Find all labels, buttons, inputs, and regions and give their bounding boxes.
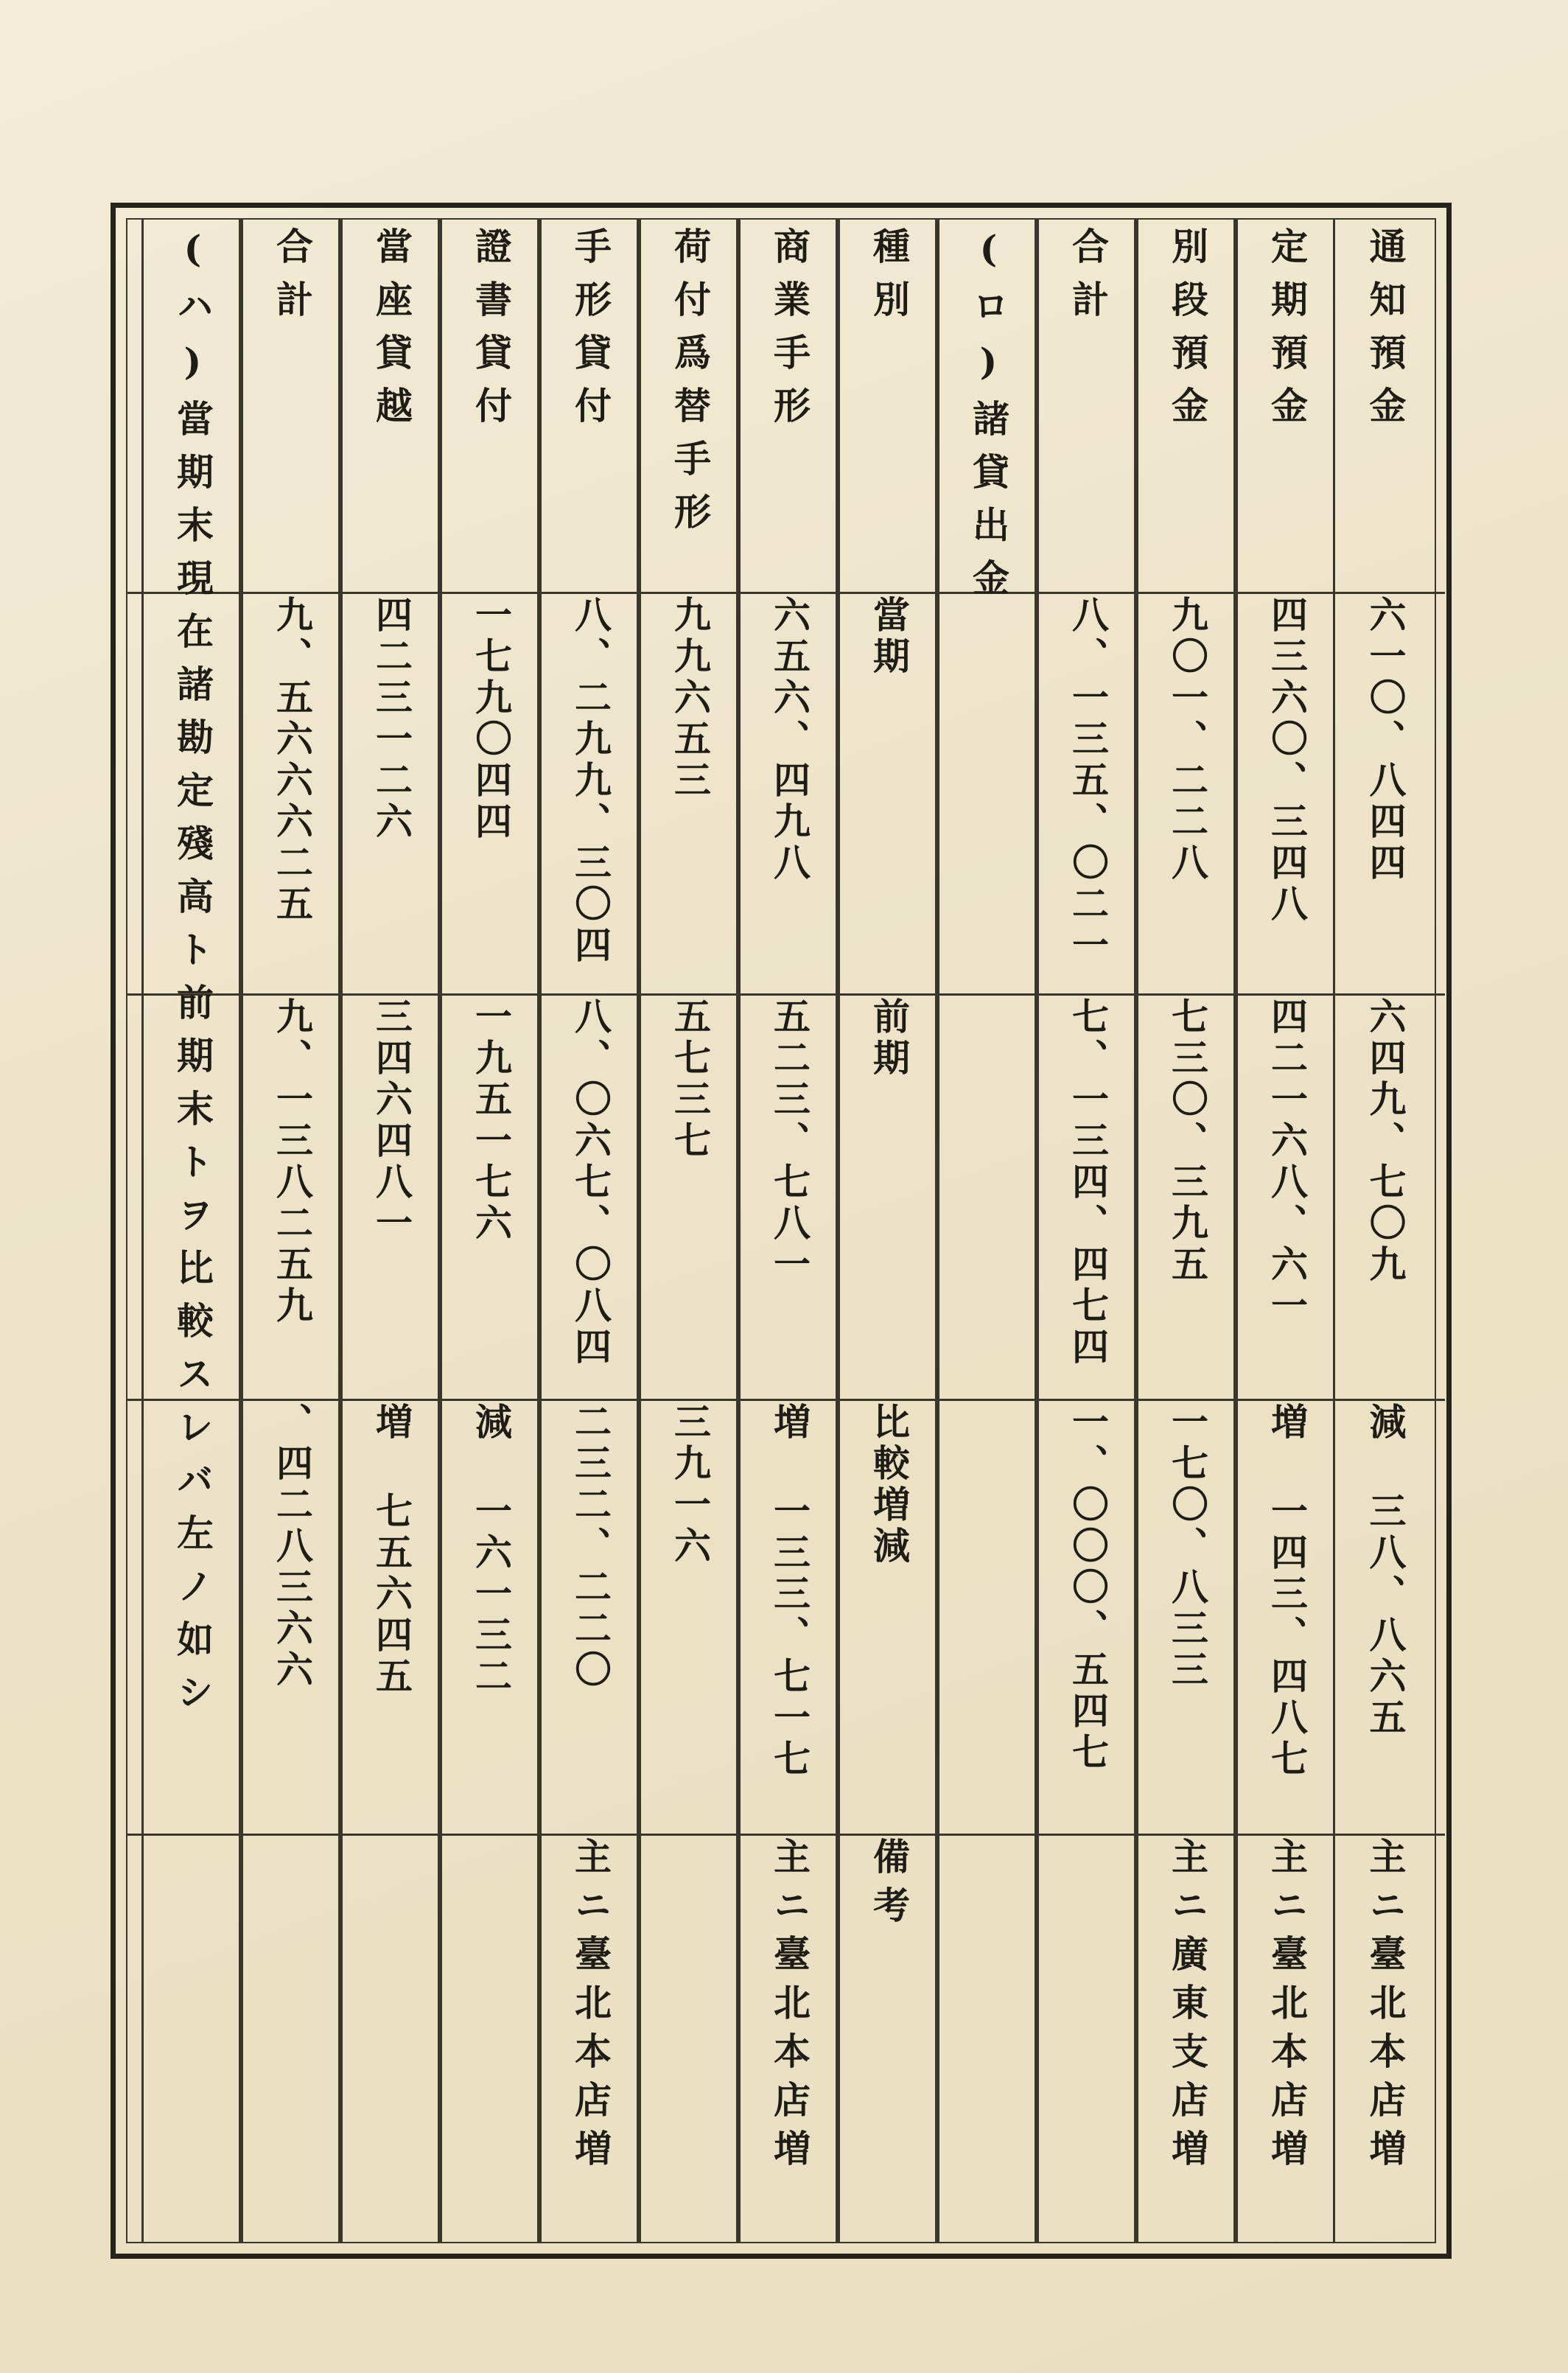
current-text: 四二三一二六 (370, 595, 413, 843)
head-text: (ロ)諸貸出金 (967, 227, 1010, 612)
previous-cell (243, 997, 340, 1395)
previous-text: 三四六四八一 (370, 997, 413, 1245)
ledger-column (738, 220, 838, 2242)
note-cell (243, 1837, 340, 2239)
column-divider (438, 220, 440, 2242)
current-text: 六一〇、八四四 (1363, 595, 1407, 884)
current-cell (243, 595, 340, 990)
previous-text: 一九五一七六 (469, 997, 513, 1245)
note-cell (442, 1837, 539, 2239)
column-divider (1233, 220, 1236, 2242)
previous-text: 六四九、七〇九 (1363, 997, 1407, 1286)
note-text: 主ニ臺北本店増 (1363, 1837, 1407, 2178)
change-text: 減 三八、八六五 (1363, 1402, 1407, 1739)
head-text: 定期預金 (1265, 227, 1309, 439)
head-text: 荷付爲替手形 (668, 227, 712, 545)
change-cell (1039, 1402, 1136, 1826)
column-divider (338, 220, 340, 2242)
column-divider (1333, 220, 1335, 2242)
column-divider (537, 220, 539, 2242)
current-cell (1039, 595, 1136, 990)
change-text: 三九一六 (668, 1402, 712, 1568)
previous-cell (542, 997, 639, 1395)
note-cell (542, 1837, 639, 2239)
change-cell (1238, 1402, 1335, 1826)
column-divider (637, 220, 639, 2242)
change-cell (442, 1402, 539, 1826)
column-divider (935, 220, 937, 2242)
previous-cell (1039, 997, 1136, 1395)
current-cell (840, 595, 937, 990)
change-cell (343, 1402, 440, 1826)
ledger-column (1136, 220, 1236, 2242)
head-cell (1335, 227, 1435, 588)
ledger-column (639, 220, 738, 2242)
previous-text: 五二三、七八一 (768, 997, 811, 1286)
head-text: 證書貸付 (469, 227, 513, 439)
change-text: 増 一三三、七一七 (768, 1402, 811, 1780)
note-cell (840, 1837, 937, 2239)
change-text: 比較増減 (867, 1402, 911, 1568)
note-text: 備考 (867, 1837, 911, 1935)
head-text: 手形貸付 (569, 227, 612, 439)
column-divider (1035, 220, 1037, 2242)
current-text: 九〇一、二二八 (1166, 595, 1209, 884)
change-cell (741, 1402, 838, 1826)
previous-text: 八、〇六七、〇八四 (569, 997, 612, 1369)
current-cell (343, 595, 440, 990)
ledger-column (141, 220, 241, 2242)
head-cell (741, 227, 838, 588)
head-cell (243, 227, 340, 588)
current-cell (442, 595, 539, 990)
previous-text: 七三〇、三九五 (1166, 997, 1209, 1286)
previous-cell (1238, 997, 1335, 1395)
previous-cell (442, 997, 539, 1395)
previous-cell (939, 997, 1037, 1395)
head-text: 合計 (270, 227, 314, 333)
current-cell (1238, 595, 1335, 990)
change-cell (1335, 1402, 1435, 1826)
note-cell (939, 1837, 1037, 2239)
previous-cell (741, 997, 838, 1395)
note-cell (641, 1837, 738, 2239)
previous-cell (144, 997, 241, 1395)
previous-text: 五七三七 (668, 997, 712, 1162)
previous-cell (641, 997, 738, 1395)
previous-cell (1335, 997, 1435, 1395)
ledger-column (1037, 220, 1136, 2242)
head-text: 合計 (1066, 227, 1110, 333)
ledger-column (340, 220, 440, 2242)
ledger-column (937, 220, 1037, 2242)
note-cell (1335, 1837, 1435, 2239)
head-cell (442, 227, 539, 588)
change-text: 一七〇、八三三 (1166, 1402, 1209, 1691)
note-cell (144, 1837, 241, 2239)
head-text: 通知預金 (1363, 227, 1407, 439)
current-text: 四三六〇、三四八 (1265, 595, 1309, 926)
change-cell (641, 1402, 738, 1826)
current-text: 九、五六六六二五 (270, 595, 314, 926)
change-text: 増 七五六四五 (370, 1402, 413, 1698)
ledger-table (126, 218, 1436, 2243)
change-text: 二三二、二二〇 (569, 1402, 612, 1691)
change-cell (243, 1402, 340, 1826)
note-text: 主ニ臺北本店増 (1265, 1837, 1309, 2178)
current-text: 九九六五三 (668, 595, 712, 802)
previous-text: 七、一三四、四七四 (1066, 997, 1110, 1369)
change-text: 一、〇〇〇、五四七 (1066, 1402, 1110, 1774)
head-text: 當座貸越 (370, 227, 413, 439)
change-text: 増 一四三、四八七 (1265, 1402, 1309, 1780)
head-cell (144, 227, 241, 1726)
change-cell (542, 1402, 639, 1826)
current-text: 當期 (867, 595, 911, 678)
current-cell (1138, 595, 1236, 990)
current-cell (741, 595, 838, 990)
previous-text: 前期 (867, 997, 911, 1080)
current-cell (144, 595, 241, 990)
note-cell (1039, 1837, 1136, 2239)
current-text: 一七九〇四四 (469, 595, 513, 843)
head-cell (1039, 227, 1136, 588)
head-cell (343, 227, 440, 588)
head-cell (641, 227, 738, 588)
table-frame (111, 203, 1452, 2259)
current-text: 八、一三五、〇二一 (1066, 595, 1110, 967)
column-divider (836, 220, 838, 2242)
ledger-column (241, 220, 340, 2242)
current-cell (542, 595, 639, 990)
current-cell (939, 595, 1037, 990)
note-text: 主ニ廣東支店増 (1166, 1837, 1209, 2178)
note-cell (1238, 1837, 1335, 2239)
previous-cell (343, 997, 440, 1395)
note-cell (343, 1837, 440, 2239)
head-text: 別段預金 (1166, 227, 1209, 439)
ledger-column (1335, 220, 1435, 2242)
column-divider (239, 220, 241, 2242)
change-cell (1138, 1402, 1236, 1826)
previous-cell (1138, 997, 1236, 1395)
head-cell (542, 227, 639, 588)
change-text: 、四二八三六六 (270, 1402, 314, 1691)
head-cell (840, 227, 937, 588)
head-cell (939, 227, 1037, 612)
previous-cell (840, 997, 937, 1395)
current-cell (641, 595, 738, 990)
ledger-column (539, 220, 639, 2242)
change-cell (840, 1402, 937, 1826)
current-text: 六五六、四九八 (768, 595, 811, 884)
previous-text: 四二一六八、六一 (1265, 997, 1309, 1327)
head-cell (1238, 227, 1335, 588)
ledger-column (440, 220, 539, 2242)
note-cell (1138, 1837, 1236, 2239)
change-text: 減 一六一三二 (469, 1402, 513, 1698)
ledger-column (1236, 220, 1335, 2242)
previous-text: 九、一三八二五九 (270, 997, 314, 1327)
note-cell (741, 1837, 838, 2239)
head-text: 商業手形 (768, 227, 811, 439)
note-text: 主ニ臺北本店増 (569, 1837, 612, 2178)
current-text: 八、二九九、三〇四 (569, 595, 612, 967)
current-cell (1335, 595, 1435, 990)
head-text: 種別 (867, 227, 911, 333)
column-divider (1134, 220, 1136, 2242)
change-cell (144, 1402, 241, 1826)
ledger-column (838, 220, 937, 2242)
note-text: 主ニ臺北本店増 (768, 1837, 811, 2178)
head-cell (1138, 227, 1236, 588)
change-cell (939, 1402, 1037, 1826)
head-text: (ハ)當期末現在諸勘定殘高ト前期末トヲ比較スレバ左ノ如シ (171, 227, 214, 1726)
column-divider (736, 220, 738, 2242)
